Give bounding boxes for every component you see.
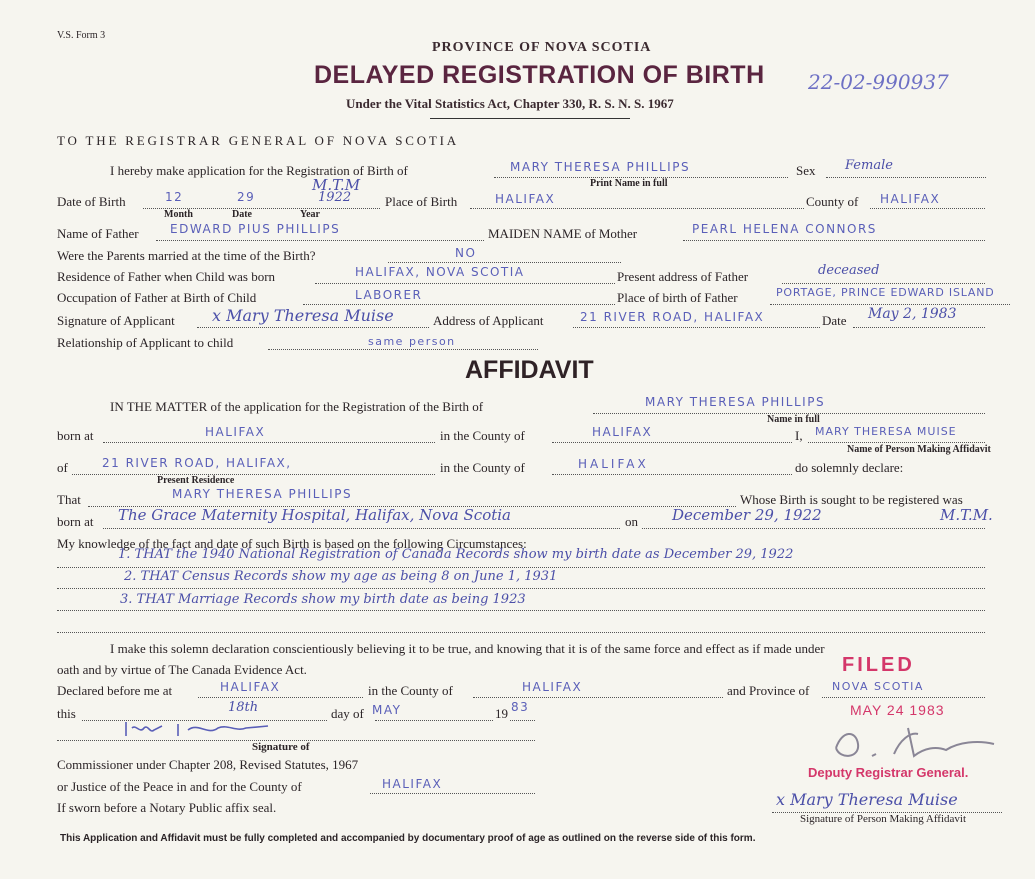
registration-number: 22-02-990937 bbox=[808, 70, 949, 94]
maiden-label: MAIDEN NAME of Mother bbox=[488, 226, 638, 241]
born-at2-label: born at bbox=[57, 514, 94, 529]
date-label: Date bbox=[822, 313, 847, 328]
justice-county-value: HALIFAX bbox=[382, 777, 443, 791]
province-heading: PROVINCE OF NOVA SCOTIA bbox=[432, 40, 652, 55]
form-subtitle: Under the Vital Statistics Act, Chapter 330, R. S. N. S. 1967 bbox=[346, 96, 674, 111]
declared-county-value: HALIFAX bbox=[522, 680, 583, 694]
affiant-sig-hint: Signature of Person Making Affidavit bbox=[800, 813, 966, 825]
county-label: County of bbox=[806, 194, 859, 209]
addressee: TO THE REGISTRAR GENERAL OF NOVA SCOTIA bbox=[57, 133, 459, 148]
day-value: 18th bbox=[228, 700, 259, 715]
res-father-label: Residence of Father when Child was born bbox=[57, 269, 276, 284]
year-hint: Year bbox=[300, 209, 320, 220]
date-hint: Date bbox=[232, 209, 252, 220]
print-name-hint: Print Name in full bbox=[590, 178, 668, 189]
form-title: DELAYED REGISTRATION OF BIRTH bbox=[314, 61, 765, 89]
sig-of-label: Signature of bbox=[252, 741, 310, 753]
born-at-value: HALIFAX bbox=[205, 425, 266, 439]
relationship-label: Relationship of Applicant to child bbox=[57, 335, 234, 350]
whose-label: Whose Birth is sought to be registered was bbox=[740, 492, 963, 507]
res-county-label: in the County of bbox=[440, 460, 525, 475]
intro-label: I hereby make application for the Registration of Birth of bbox=[110, 163, 408, 178]
circumstance-1: 1. THAT the 1940 National Registration of Canada Records show my birth date as December 29, 1922 bbox=[118, 547, 794, 562]
this-label: this bbox=[57, 706, 76, 721]
year-suffix: 83 bbox=[511, 700, 530, 714]
father-birthplace-value: PORTAGE, PRINCE EDWARD ISLAND bbox=[776, 286, 995, 299]
affiant-hint: Name of Person Making Affidavit bbox=[847, 444, 991, 455]
circumstance-2: 2. THAT Census Records show my age as being 8 on June 1, 1931 bbox=[124, 569, 558, 584]
married-value: NO bbox=[455, 246, 477, 260]
knowledge-label: My knowledge of the fact and date of such Birth is based on the following Circumstances: bbox=[57, 536, 527, 551]
stamp-deputy-registrar: Deputy Registrar General. bbox=[808, 765, 969, 780]
stamp-date: MAY 24 1983 bbox=[850, 702, 945, 718]
commissioner-signature-mark bbox=[118, 718, 318, 740]
affiant-value: MARY THERESA MUISE bbox=[815, 425, 957, 438]
notary-label: If sworn before a Notary Public affix seal. bbox=[57, 800, 277, 815]
sex-label: Sex bbox=[796, 163, 816, 178]
declared-county-label: in the County of bbox=[368, 683, 453, 698]
footer-note: This Application and Affidavit must be fully completed and accompanied by documentary proof of age as outlined on the reverse side of this form. bbox=[60, 833, 756, 844]
father-value: EDWARD PIUS PHILLIPS bbox=[170, 222, 341, 236]
justice-label: or Justice of the Peace in and for the County of bbox=[57, 779, 302, 794]
dob-month: 12 bbox=[165, 190, 184, 204]
day-of-label: day of bbox=[331, 706, 364, 721]
addr-applicant-label: Address of Applicant bbox=[433, 313, 544, 328]
present-addr-label: Present address of Father bbox=[617, 269, 749, 284]
present-addr-value: deceased bbox=[818, 263, 880, 278]
dob-label: Date of Birth bbox=[57, 194, 126, 209]
place-label: Place of Birth bbox=[385, 194, 458, 209]
res-father-value: HALIFAX, NOVA SCOTIA bbox=[355, 265, 525, 279]
born-at-label: born at bbox=[57, 428, 94, 443]
dob-year: 1922 bbox=[318, 190, 352, 205]
res-county-value: HALIFAX bbox=[578, 457, 649, 471]
province-value: NOVA SCOTIA bbox=[832, 680, 924, 693]
occupation-value: LABORER bbox=[355, 288, 423, 302]
of-label: of bbox=[57, 460, 68, 475]
matter-name-value: MARY THERESA PHILLIPS bbox=[645, 395, 826, 409]
matter-label: IN THE MATTER of the application for the Registration of the Birth of bbox=[110, 399, 484, 414]
married-label: Were the Parents married at the time of the Birth? bbox=[57, 248, 316, 263]
month-hint: Month bbox=[164, 209, 193, 220]
that-label: That bbox=[57, 492, 81, 507]
mother-value: PEARL HELENA CONNORS bbox=[692, 222, 877, 236]
addr-applicant-value: 21 RIVER ROAD, HALIFAX bbox=[580, 310, 765, 324]
commissioner-label: Commissioner under Chapter 208, Revised Statutes, 1967 bbox=[57, 757, 359, 772]
name-in-full-hint: Name in full bbox=[767, 414, 820, 425]
affiant-signature: x Mary Theresa Muise bbox=[776, 790, 958, 809]
on-label: on bbox=[625, 514, 638, 529]
applicant-signature: x Mary Theresa Muise bbox=[212, 306, 394, 325]
born-at2-value: The Grace Maternity Hospital, Halifax, Nova Scotia bbox=[118, 506, 511, 524]
sex-value: Female bbox=[845, 158, 893, 173]
dob-day: 29 bbox=[237, 190, 256, 204]
father-label: Name of Father bbox=[57, 226, 139, 241]
place-value: HALIFAX bbox=[495, 192, 556, 206]
of-value: 21 RIVER ROAD, HALIFAX, bbox=[102, 456, 292, 470]
relationship-value: same person bbox=[368, 335, 456, 348]
form-number: V.S. Form 3 bbox=[57, 30, 106, 41]
occupation-label: Occupation of Father at Birth of Child bbox=[57, 290, 257, 305]
declare-label: do solemnly declare: bbox=[795, 460, 904, 475]
child-name-value: MARY THERESA PHILLIPS bbox=[510, 160, 691, 174]
month-value: MAY bbox=[372, 703, 402, 717]
year-prefix: 19 bbox=[495, 706, 508, 721]
stamp-filed: FILED bbox=[842, 654, 915, 676]
province-label: and Province of bbox=[727, 683, 810, 698]
i-label: I, bbox=[795, 428, 803, 443]
deputy-signature-mark bbox=[828, 718, 998, 768]
born-county-label: in the County of bbox=[440, 428, 525, 443]
date-value: May 2, 1983 bbox=[868, 306, 957, 322]
affidavit-heading: AFFIDAVIT bbox=[465, 356, 594, 384]
solemn-line-2: oath and by virtue of The Canada Evidence Act. bbox=[57, 662, 307, 677]
born-county-value: HALIFAX bbox=[592, 425, 653, 439]
on-date-value: December 29, 1922 bbox=[672, 506, 822, 524]
declared-label: Declared before me at bbox=[57, 683, 173, 698]
title-rule bbox=[430, 118, 630, 119]
on-initials: M.T.M. bbox=[940, 506, 993, 524]
dob-initials: M.T.M bbox=[312, 176, 361, 194]
applicant-sig-label: Signature of Applicant bbox=[57, 313, 175, 328]
present-res-hint: Present Residence bbox=[157, 475, 235, 486]
that-name-value: MARY THERESA PHILLIPS bbox=[172, 487, 353, 501]
circumstance-3: 3. THAT Marriage Records show my birth date as being 1923 bbox=[120, 592, 526, 607]
county-value: HALIFAX bbox=[880, 192, 941, 206]
solemn-line-1: I make this solemn declaration conscientiously believing it to be true, and knowing that it is of the same force and effect as if made under bbox=[110, 641, 825, 656]
father-birthplace-label: Place of birth of Father bbox=[617, 290, 738, 305]
declared-at-value: HALIFAX bbox=[220, 680, 281, 694]
